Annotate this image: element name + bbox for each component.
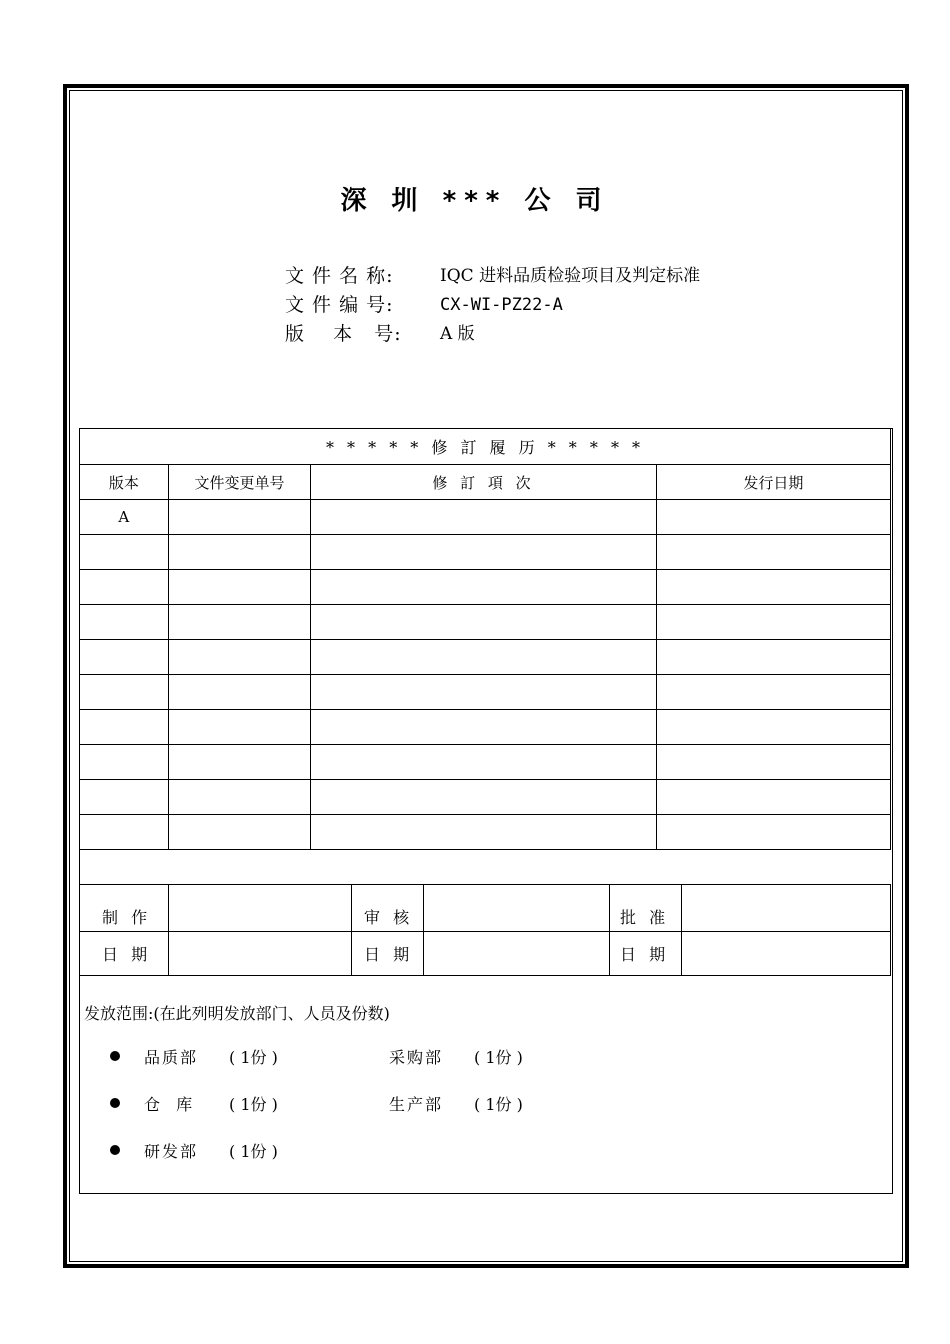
- document-meta: [285, 262, 700, 349]
- cell-version: [80, 570, 169, 605]
- cell-version: [80, 815, 169, 850]
- company-title: 深 圳 *** 公 司: [340, 186, 610, 216]
- cell-version: [80, 605, 169, 640]
- cell-revision: [311, 745, 657, 780]
- approve-date-field[interactable]: [681, 932, 890, 976]
- dept-name: 生产部: [389, 1095, 444, 1114]
- table-row: [80, 815, 891, 850]
- dept-name: 采购部: [389, 1048, 444, 1067]
- col-header-version: 版本: [80, 465, 169, 500]
- meta-code-key: 文 件 编 号:: [285, 294, 394, 316]
- cell-version: [80, 745, 169, 780]
- distribution-scope: 发放范围:(在此列明发放部门、人员及份数): [84, 1004, 390, 1023]
- make-field[interactable]: [168, 885, 351, 932]
- review-date-label: 日 期: [352, 932, 424, 976]
- meta-name-key: 文 件 名 称:: [285, 265, 394, 287]
- cell-revision: [311, 710, 657, 745]
- table-row: [80, 745, 891, 780]
- cell-date: [656, 710, 890, 745]
- cell-change-no: [168, 815, 310, 850]
- make-date-label: 日 期: [80, 932, 169, 976]
- revision-history-table: [79, 428, 891, 850]
- dept-copies: ( 1份 ): [474, 1048, 523, 1067]
- cell-date: [656, 745, 890, 780]
- cell-version: [80, 780, 169, 815]
- dept-name: 品质部: [144, 1048, 199, 1067]
- cell-version: [80, 640, 169, 675]
- make-label: 制 作: [80, 885, 169, 932]
- dept-copies: ( 1份 ): [229, 1095, 278, 1114]
- dept-copies: ( 1份 ): [229, 1142, 278, 1161]
- dept-copies: ( 1份 ): [229, 1048, 278, 1067]
- cell-change-no: [168, 535, 310, 570]
- dept-copies: ( 1份 ): [474, 1095, 523, 1114]
- table-row: [80, 535, 891, 570]
- table-row: [80, 710, 891, 745]
- approve-field[interactable]: [681, 885, 890, 932]
- cell-revision: [311, 780, 657, 815]
- cell-date: [656, 500, 890, 535]
- list-item: [110, 1045, 523, 1092]
- table-row: [80, 570, 891, 605]
- cell-revision: [311, 535, 657, 570]
- revision-history-title: * * * * * 修 訂 履 历 * * * * *: [80, 429, 891, 465]
- cell-revision: [311, 605, 657, 640]
- meta-version-key: 版 本 号:: [285, 323, 402, 345]
- cell-version: [80, 675, 169, 710]
- cell-change-no: [168, 605, 310, 640]
- bullet-icon: [110, 1145, 120, 1155]
- meta-version-value: A 版: [440, 324, 475, 344]
- cell-date: [656, 535, 890, 570]
- cell-revision: [311, 815, 657, 850]
- meta-code-row: [285, 291, 700, 320]
- review-field[interactable]: [423, 885, 609, 932]
- cell-date: [656, 675, 890, 710]
- cell-revision: [311, 570, 657, 605]
- list-item: [110, 1092, 523, 1139]
- table-row: [80, 640, 891, 675]
- cell-revision: [311, 500, 657, 535]
- bullet-icon: [110, 1051, 120, 1061]
- col-header-revision-items: 修 訂 項 次: [311, 465, 657, 500]
- approve-date-label: 日 期: [610, 932, 682, 976]
- bullet-icon: [110, 1098, 120, 1108]
- cell-revision: [311, 675, 657, 710]
- make-date-field[interactable]: [168, 932, 351, 976]
- cell-version: [80, 710, 169, 745]
- cell-date: [656, 605, 890, 640]
- meta-code-value: CX-WI-PZ22-A: [440, 295, 563, 315]
- meta-name-row: [285, 262, 700, 291]
- review-date-field[interactable]: [423, 932, 609, 976]
- cell-version: [80, 535, 169, 570]
- revision-box: [79, 428, 893, 1194]
- table-row: [80, 780, 891, 815]
- col-header-change-no: 文件变更单号: [168, 465, 310, 500]
- table-row: [80, 500, 891, 535]
- cell-change-no: [168, 640, 310, 675]
- signature-table: [79, 884, 891, 976]
- cell-revision: [311, 640, 657, 675]
- cell-date: [656, 640, 890, 675]
- distribution-list: [110, 1045, 523, 1186]
- cell-date: [656, 780, 890, 815]
- cell-change-no: [168, 780, 310, 815]
- approve-label: 批 准: [610, 885, 682, 932]
- cell-version: A: [80, 500, 169, 535]
- cell-change-no: [168, 500, 310, 535]
- col-header-issue-date: 发行日期: [656, 465, 890, 500]
- meta-version-row: [285, 320, 700, 349]
- list-item: [110, 1139, 523, 1186]
- cell-change-no: [168, 675, 310, 710]
- table-row: [80, 675, 891, 710]
- revision-history-header: [80, 465, 891, 500]
- cell-change-no: [168, 570, 310, 605]
- dept-name: 研发部: [144, 1142, 199, 1161]
- cell-date: [656, 815, 890, 850]
- review-label: 审 核: [352, 885, 424, 932]
- cell-change-no: [168, 710, 310, 745]
- meta-name-value: IQC 进料品质检验项目及判定标准: [440, 266, 701, 286]
- cell-change-no: [168, 745, 310, 780]
- table-row: [80, 605, 891, 640]
- dept-name: 仓 库: [144, 1095, 195, 1114]
- cell-date: [656, 570, 890, 605]
